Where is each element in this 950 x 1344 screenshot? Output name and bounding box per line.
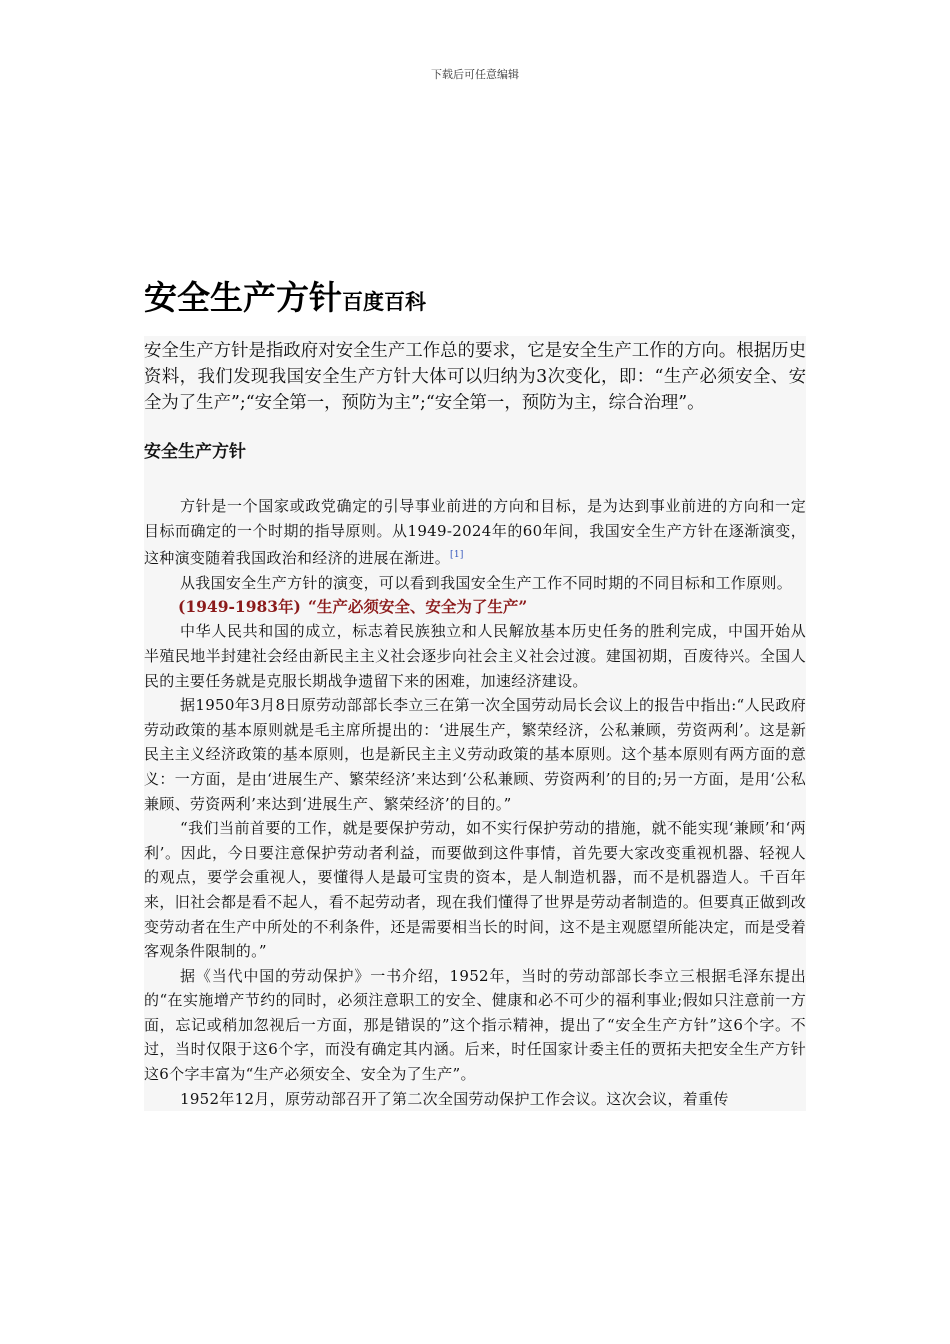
page-title [144,272,426,319]
period-heading [144,595,806,619]
page-header-note: 下载后可任意编辑 [431,68,519,81]
paragraph-report-1950: 据1950年3月8日原劳动部部长李立三在第一次全国劳动局长会议上的报告中指出:“人民政府劳动政策的基本原则就是毛主席所提出的：‘进展生产，繁荣经济，公私兼顾，劳资两利’。这是新民主主义经济政策的基本原则，也是新民主主义劳动政策的基本原则。这个基本原则有两方面的意义：一方面，是由‘进展生产、繁荣经济’来达到‘公私兼顾、劳资两利’的目的;另一方面，是用‘公私兼顾、劳资两利’来达到‘进展生产、繁荣经济’的目的。” [144,696,806,813]
paragraph-conference-1952: 1952年12月，原劳动部召开了第二次全国劳动保护工作会议。这次会议，着重传 [180,1089,729,1108]
paragraph-book-1952: 据《当代中国的劳动保护》一书介绍，1952年，当时的劳动部部长李立三根据毛泽东提出的“在实施增产节约的同时，必须注意职工的安全、健康和必不可少的福利事业;假如只注意前一方面，忘记或稍加忽视后一方面，那是错误的”这个指示精神，提出了“安全生产方针”这6个字。不过，当时仅限于这6个字，而没有确定其内涵。后来，时任国家计委主任的贾拓夫把安全生产方针这6个字丰富为“生产必须安全、安全为了生产”。 [144,966,806,1084]
paragraph-founding: 中华人民共和国的成立，标志着民族独立和人民解放基本历史任务的胜利完成，中国开始从半殖民地半封建社会经由新民主主义社会逐步向社会主义社会过渡。建国初期，百废待兴。全国人民的主要任务就是克服长期战争遗留下来的困难，加速经济建设。 [144,622,806,690]
period-years: (1949-1983年) [178,597,301,617]
article-content [144,336,806,1111]
title-main: 安全生产方针 [144,278,342,317]
paragraph-protect-labor: “我们当前首要的工作，就是要保护劳动，如不实行保护劳动的措施，就不能实现‘兼顾’和‘两利’。因此，今日要注意保护劳动者利益，而要做到这件事情，首先要大家改变重视机器、轻视人的观点，要学会重视人，要懂得人是最可宝贵的资本，是人制造机器，而不是机器造人。千百年来，旧社会都是看不起人，看不起劳动者，现在我们懂得了世界是劳动者制造的。但要真正做到改变劳动者在生产中所处的不利条件，还是需要相当长的时间，这不是主观愿望所能决定，而是受着客观条件限制的。” [144,819,806,961]
period-slogan: “生产必须安全、安全为了生产” [308,597,528,617]
paragraph-evolution: 从我国安全生产方针的演变，可以看到我国安全生产工作不同时期的不同目标和工作原则。 [180,573,793,592]
paragraph-definition [144,494,806,571]
summary-paragraph: 安全生产方针是指政府对安全生产工作总的要求，它是安全生产工作的方向。根据历史资料，我们发现我国安全生产方针大体可以归纳为3次变化，即：“生产必须安全、安全为了生产”;“安全第一，预防为主”;“安全第一，预防为主，综合治理”。 [144,341,806,413]
section-heading: 安全生产方针 [144,442,246,462]
article-body [144,494,806,1111]
paragraph-definition-text: 方针是一个国家或政党确定的引导事业前进的方向和目标，是为达到事业前进的方向和一定目标而确定的一个时期的指导原则。从1949-2024年的60年间，我国安全生产方针在逐渐演变，这种演变随着我国政治和经济的进展在渐进。 [144,497,806,568]
title-suffix: 百度百科 [342,290,426,314]
citation-link[interactable]: [1] [450,550,464,561]
